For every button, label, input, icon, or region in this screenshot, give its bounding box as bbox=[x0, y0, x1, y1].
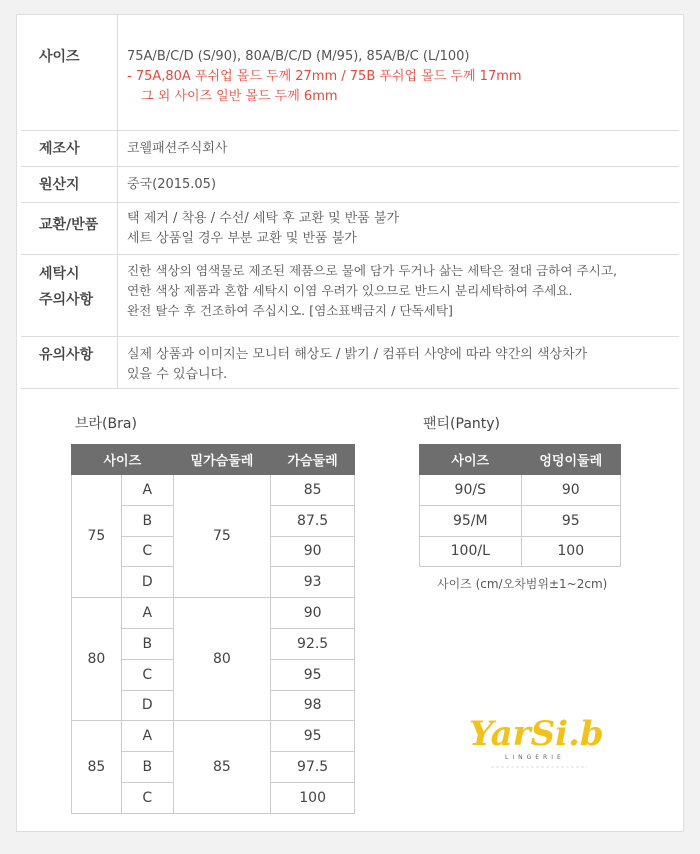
mold-thickness-note: - 75A,80A 푸쉬업 몰드 두께 27mm / 75B 푸쉬업 몰드 두께 17mm bbox=[127, 69, 522, 84]
bra-header-bust: 가슴둘레 bbox=[271, 445, 355, 475]
info-value-maker: 코웰패션주식회사 bbox=[127, 141, 228, 156]
svg-text:YarSi.b: YarSi.b bbox=[469, 714, 604, 754]
divider bbox=[117, 167, 118, 202]
size-tolerance-note: 사이즈 (cm/오차범위±1~2cm) bbox=[437, 577, 608, 591]
bust-cell: 85 bbox=[271, 475, 355, 506]
cup-size-cell: A bbox=[121, 598, 173, 629]
info-label-caution: 유의사항 bbox=[39, 347, 94, 363]
hip-cell: 95 bbox=[521, 505, 620, 536]
cup-size-cell: D bbox=[121, 690, 173, 721]
info-label-wash bbox=[39, 261, 93, 313]
cup-size-cell: C bbox=[121, 659, 173, 690]
underbust-cell: 85 bbox=[173, 721, 271, 813]
cup-size-cell: A bbox=[121, 475, 173, 506]
product-info-panel bbox=[16, 14, 684, 832]
table-row bbox=[72, 721, 355, 752]
bra-header-row bbox=[72, 445, 355, 475]
info-row-wash bbox=[21, 255, 679, 337]
bra-header-size: 사이즈 bbox=[72, 445, 174, 475]
size-list: 75A/B/C/D (S/90), 80A/B/C/D (M/95), 85A/B/C (L/100) bbox=[127, 49, 470, 64]
info-row-caution bbox=[21, 337, 679, 389]
hip-cell: 100 bbox=[521, 536, 620, 567]
caution-line-1: 실제 상품과 이미지는 모니터 해상도 / 밝기 / 컴퓨터 사양에 따라 약간의 색상차가 bbox=[127, 347, 588, 362]
divider bbox=[117, 15, 118, 130]
yarsi-logo bbox=[469, 705, 629, 779]
info-row-maker bbox=[21, 131, 679, 167]
table-row bbox=[420, 505, 621, 536]
bust-cell: 90 bbox=[271, 536, 355, 567]
panty-size-cell: 100/L bbox=[420, 536, 522, 567]
wash-line-2: 연한 색상 제품과 혼합 세탁시 이염 우려가 있으므로 반드시 분리세탁하여 주세요. bbox=[127, 283, 573, 298]
caution-line-2: 있을 수 있습니다. bbox=[127, 367, 228, 382]
underbust-cell: 75 bbox=[173, 475, 271, 598]
info-value-caution bbox=[127, 345, 587, 385]
cup-size-cell: B bbox=[121, 752, 173, 783]
hip-cell: 90 bbox=[521, 475, 620, 506]
info-value-origin: 중국(2015.05) bbox=[127, 177, 217, 192]
bust-cell: 95 bbox=[271, 721, 355, 752]
bust-cell: 97.5 bbox=[271, 752, 355, 783]
table-row bbox=[420, 475, 621, 506]
mold-thickness-note-2: 그 외 사이즈 일반 몰드 두께 6mm bbox=[141, 89, 338, 104]
cup-size-cell: C bbox=[121, 782, 173, 813]
divider bbox=[117, 203, 118, 254]
cup-size-cell: B bbox=[121, 628, 173, 659]
wash-line-3: 완전 탈수 후 건조하여 주십시오. [염소표백금지 / 단독세탁] bbox=[127, 303, 453, 318]
panty-header-size: 사이즈 bbox=[420, 445, 522, 475]
info-label-size: 사이즈 bbox=[39, 49, 80, 65]
exchange-line-1: 택 제거 / 착용 / 수선/ 세탁 후 교환 및 반품 불가 bbox=[127, 211, 400, 226]
bra-caption: 브라(Bra) bbox=[75, 416, 137, 432]
panty-size-table bbox=[419, 444, 621, 567]
panty-caption: 팬티(Panty) bbox=[423, 416, 501, 432]
info-value-exchange bbox=[127, 209, 399, 249]
band-size-cell: 80 bbox=[72, 598, 122, 721]
cup-size-cell: D bbox=[121, 567, 173, 598]
info-label-maker: 제조사 bbox=[39, 141, 80, 157]
info-label-origin: 원산지 bbox=[39, 177, 80, 193]
band-size-cell: 85 bbox=[72, 721, 122, 813]
bust-cell: 93 bbox=[271, 567, 355, 598]
table-row bbox=[72, 475, 355, 506]
cup-size-cell: C bbox=[121, 536, 173, 567]
bust-cell: 87.5 bbox=[271, 505, 355, 536]
table-row bbox=[420, 536, 621, 567]
divider bbox=[117, 131, 118, 166]
info-value-wash bbox=[127, 261, 617, 321]
bra-size-table bbox=[71, 444, 355, 814]
exchange-line-2: 세트 상품일 경우 부분 교환 및 반품 불가 bbox=[127, 231, 357, 246]
info-row-origin bbox=[21, 167, 679, 203]
info-label-exchange: 교환/반품 bbox=[39, 217, 99, 233]
table-row bbox=[72, 598, 355, 629]
divider bbox=[117, 337, 118, 388]
wash-line-1: 진한 색상의 염색물로 제조된 제품으로 물에 담가 두거나 삶는 세탁은 절대 금하여 주시고, bbox=[127, 263, 618, 278]
panty-header-hip: 엉덩이둘레 bbox=[521, 445, 620, 475]
info-value-size bbox=[127, 47, 522, 107]
bust-cell: 90 bbox=[271, 598, 355, 629]
panty-size-cell: 90/S bbox=[420, 475, 522, 506]
band-size-cell: 75 bbox=[72, 475, 122, 598]
wash-label-line-1: 세탁시 bbox=[39, 266, 80, 282]
bust-cell: 100 bbox=[271, 782, 355, 813]
panty-header-row bbox=[420, 445, 621, 475]
bra-header-underbust: 밑가슴둘레 bbox=[173, 445, 271, 475]
panty-size-cell: 95/M bbox=[420, 505, 522, 536]
cup-size-cell: B bbox=[121, 505, 173, 536]
info-row-exchange bbox=[21, 203, 679, 255]
logo-graphic bbox=[469, 705, 629, 775]
wash-label-line-2: 주의사항 bbox=[39, 292, 94, 308]
cup-size-cell: A bbox=[121, 721, 173, 752]
bust-cell: 95 bbox=[271, 659, 355, 690]
bust-cell: 98 bbox=[271, 690, 355, 721]
divider bbox=[117, 255, 118, 336]
info-row-size bbox=[21, 15, 679, 131]
bust-cell: 92.5 bbox=[271, 628, 355, 659]
svg-text:LINGERIE: LINGERIE bbox=[505, 754, 565, 761]
underbust-cell: 80 bbox=[173, 598, 271, 721]
